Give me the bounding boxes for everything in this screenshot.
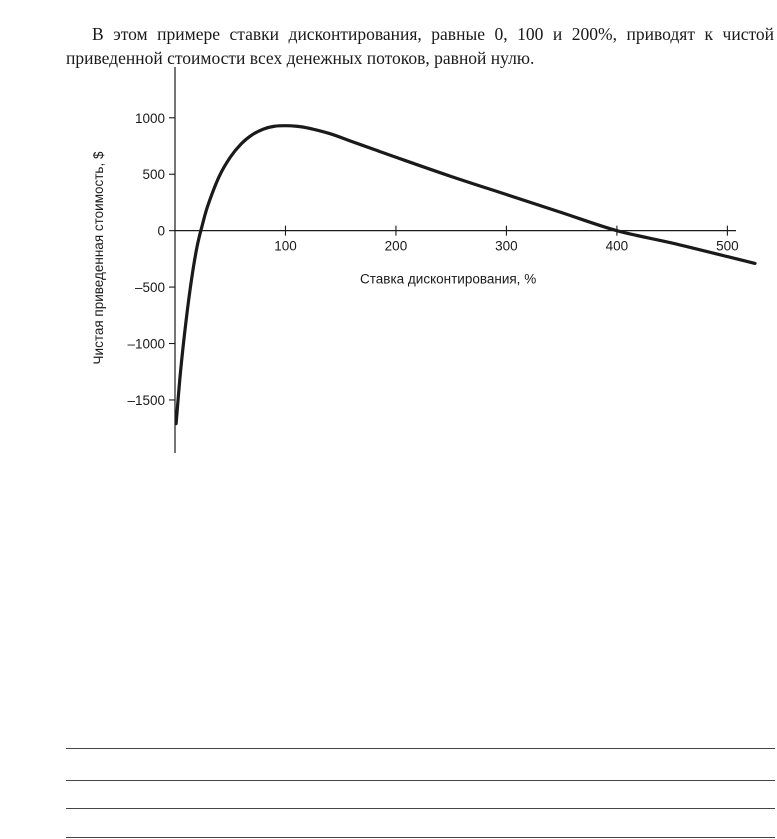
y-tick-label: 0: [157, 223, 165, 239]
x-tick-label: 500: [716, 238, 739, 254]
table-rule-row: [66, 808, 775, 809]
y-tick-label: –1000: [127, 336, 165, 352]
y-tick-label: 1000: [134, 110, 165, 126]
y-axis-label: Чистая приведенная стоимость, $: [91, 151, 106, 365]
table-rule-top: [66, 748, 775, 749]
x-axis-label: Ставка дисконтирования, %: [360, 271, 537, 287]
y-axis-ticks: [127, 111, 175, 408]
y-tick-label: –1500: [127, 392, 165, 408]
table-rule-bottom: [66, 837, 775, 838]
x-tick-label: 200: [384, 238, 408, 254]
y-tick-label: –500: [134, 280, 165, 296]
intro-paragraph: В этом примере ставки дисконтирования, равные 0, 100 и 200%, приводят к чистой приведенной стоимости всех денежных потоков, равной нулю.: [66, 23, 774, 68]
x-tick-label: 300: [495, 238, 518, 254]
x-tick-label: 400: [605, 238, 629, 254]
table-rule-header: [66, 780, 775, 781]
x-tick-label: 100: [274, 238, 297, 254]
y-tick-label: 500: [142, 167, 165, 183]
x-axis-ticks: [274, 226, 738, 254]
